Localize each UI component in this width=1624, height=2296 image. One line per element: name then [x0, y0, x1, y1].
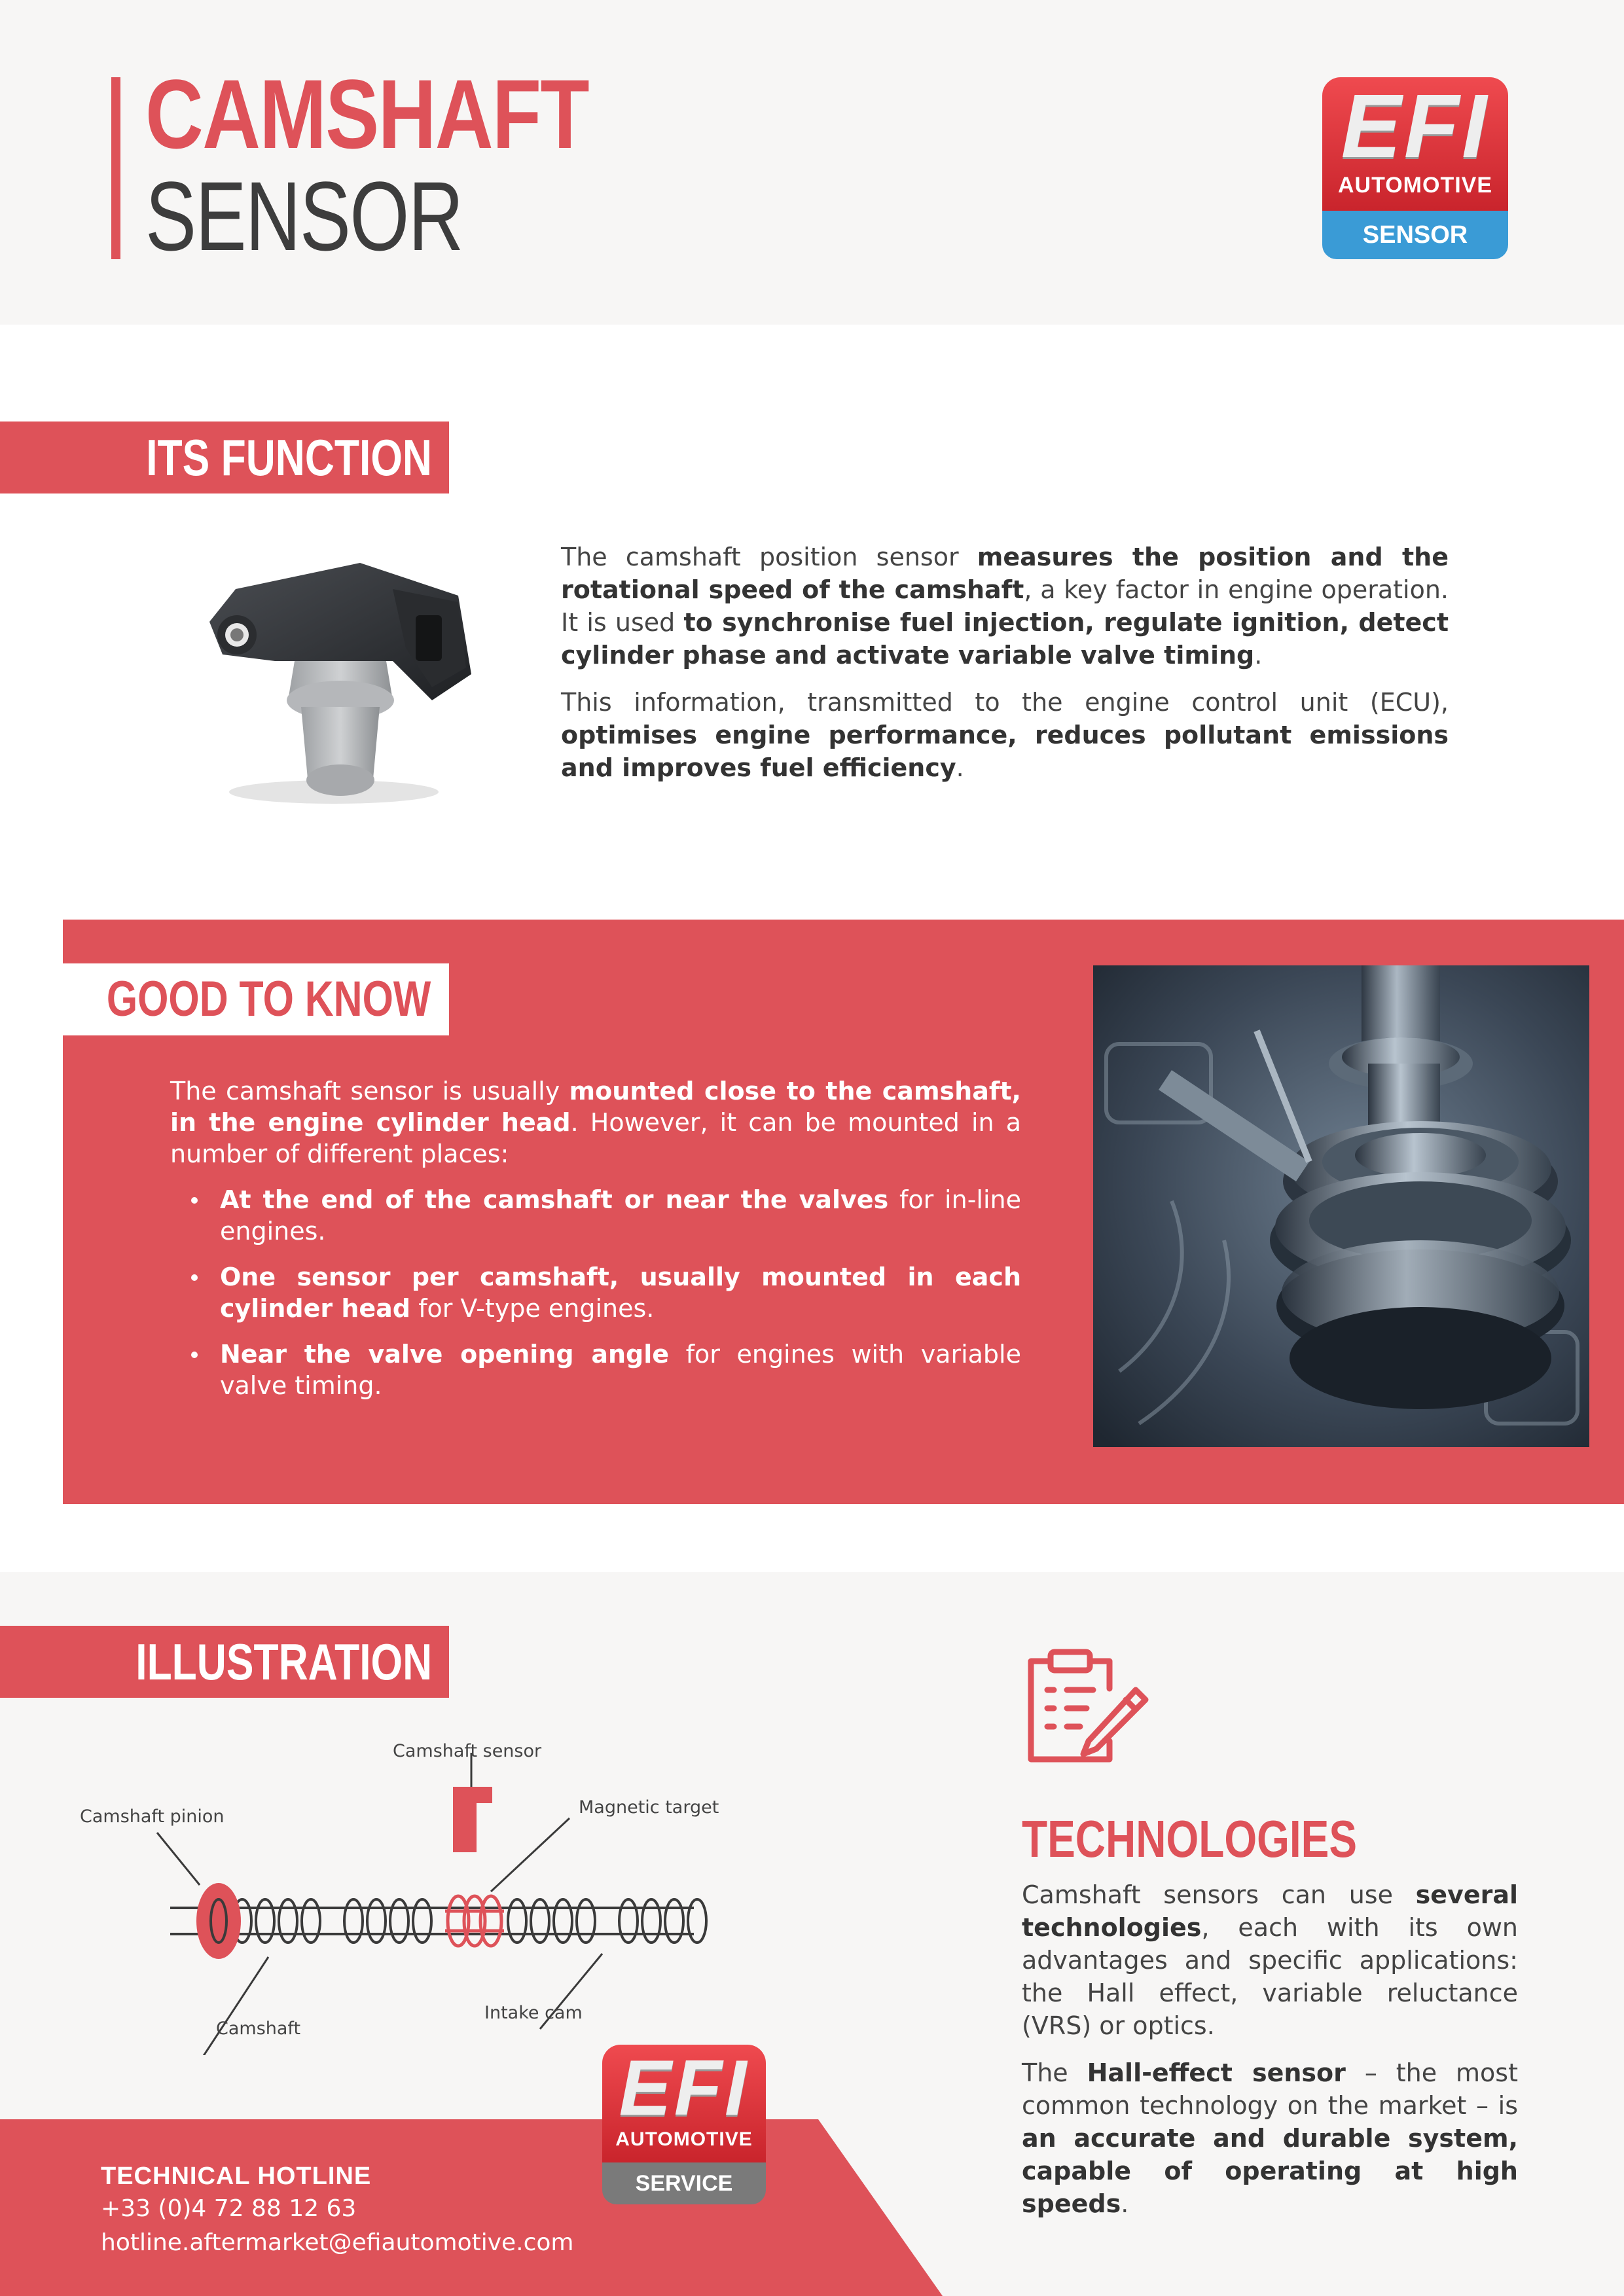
function-paragraph-1: The camshaft position sensor measures the position and the rotational speed of the camshaft, a key factor in engine operation. It is used to synchronise fuel injection, regulate ignition, detect cylinder phase and activate variable valve timing.	[561, 543, 1449, 670]
function-heading-tag	[0, 422, 449, 493]
list-item: At the end of the camshaft or near the valves for in-line engines.	[220, 1185, 1021, 1246]
label-intake-cam: Intake cam	[484, 2003, 583, 2023]
title-accent-bar	[111, 77, 120, 259]
hotline-title: TECHNICAL HOTLINE	[101, 2162, 372, 2190]
hotline-phone[interactable]: +33 (0)4 72 88 12 63	[101, 2195, 357, 2222]
page-title-line1: CAMSHAFT	[145, 59, 588, 169]
label-camshaft: Camshaft	[216, 2018, 301, 2039]
notepad-pencil-icon	[1018, 1643, 1149, 1774]
list-item: One sensor per camshaft, usually mounted in each cylinder head for V-type engines.	[220, 1263, 1021, 1323]
label-magnetic-target: Magnetic target	[579, 1797, 719, 1818]
camshaft-sensor-photo	[196, 550, 484, 812]
camshaft-sensor-shape	[453, 1787, 492, 1852]
technologies-text	[1022, 1878, 1518, 2234]
hotline-email[interactable]: hotline.aftermarket@efiautomotive.com	[101, 2229, 574, 2256]
illustration-heading: ILLUSTRATION	[135, 1633, 432, 1691]
illustration-heading-tag	[0, 1626, 449, 1698]
label-camshaft-sensor: Camshaft sensor	[393, 1741, 542, 1761]
label-camshaft-pinion: Camshaft pinion	[80, 1806, 225, 1827]
magnetic-target-shape	[445, 1896, 504, 1946]
camshaft-pinion-shape	[196, 1883, 241, 1959]
list-item: Near the valve opening angle for engines with variable valve timing.	[220, 1340, 1021, 1400]
function-paragraph-2: This information, transmitted to the engine control unit (ECU), optimises engine performance, reduces pollutant emissions and improves fuel efficiency.	[561, 688, 1449, 782]
efi-service-logo: EFI AUTOMOTIVE SERVICE	[602, 2045, 766, 2204]
gearbox-photo	[1093, 965, 1589, 1447]
mounting-list	[170, 1184, 1021, 1401]
page-title-line2: SENSOR	[145, 161, 463, 271]
good-to-know-intro: The camshaft sensor is usually mounted close to the camshaft, in the engine cylinder head. However, it can be mounted in a number of different places:	[170, 1077, 1021, 1168]
efi-sensor-logo: EFI AUTOMOTIVE SENSOR	[1322, 77, 1508, 259]
good-to-know-heading: GOOD TO KNOW	[106, 971, 431, 1027]
good-to-know-heading-tag	[63, 963, 449, 1035]
good-to-know-text	[170, 1075, 1021, 1416]
technologies-heading: TECHNOLOGIES	[1022, 1810, 1358, 1868]
technologies-paragraph-1: Camshaft sensors can use several technologies, each with its own advantages and specific applications: the Hall effect, variable reluctance (VRS) or optics.	[1022, 1880, 1518, 2040]
function-heading: ITS FUNCTION	[146, 429, 432, 486]
camshaft-diagram	[65, 1728, 772, 2055]
technologies-paragraph-2: The Hall-effect sensor – the most common technology on the market – is an accurate and durable system, capable of operating at high speeds.	[1022, 2058, 1518, 2218]
function-text	[561, 541, 1449, 798]
